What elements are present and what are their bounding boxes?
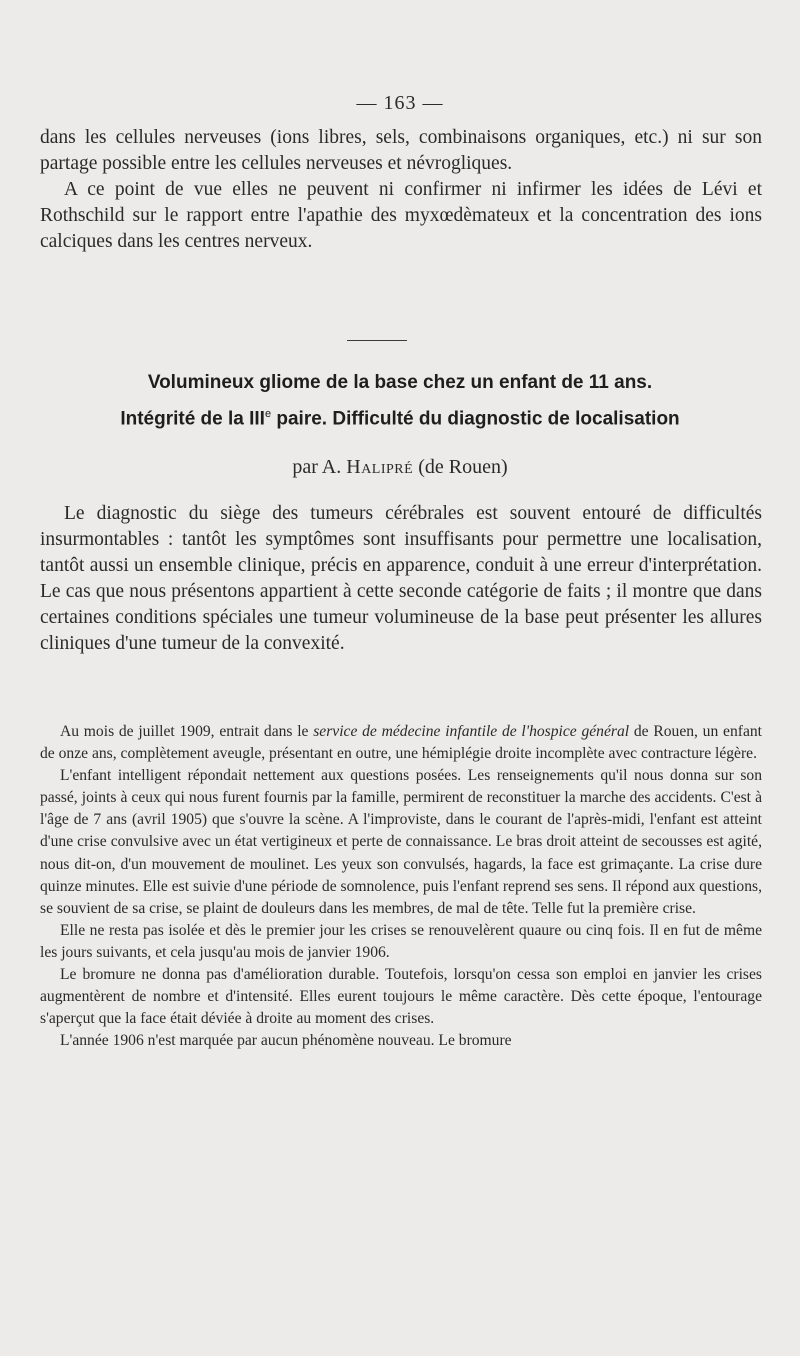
case-p1-italic: service de médecine infantile de l'hospice général: [313, 723, 630, 740]
section-divider: [347, 340, 407, 341]
page-number: — 163 —: [356, 92, 444, 114]
title-superscript: e: [264, 408, 272, 420]
author-line: [0, 456, 800, 479]
case-p1-before: Au mois de juillet 1909, entrait dans le: [60, 723, 314, 740]
lead-paragraph: Le diagnostic du siège des tumeurs cérébrales est souvent entouré de difficultés insurmontables : tantôt les symptômes sont insuffisants pour permettre une localisation, tantôt aussi un ensemble clinique, précis en apparence, conduit à une erreur d'interprétation. Le cas que nous présentons appartient à cette seconde catégorie de faits ; il montre que dans certaines conditions spéciales une tumeur volumineuse de la base peut présenter les allures cliniques d'une tumeur de la convexité.: [40, 503, 762, 654]
author-name: Halipré: [346, 456, 414, 478]
lead-section: [40, 501, 762, 657]
author-suffix: (de Rouen): [413, 456, 508, 478]
case-section: [40, 721, 762, 1052]
case-paragraph-3: Elle ne resta pas isolée et dès le premier jour les crises se renouvelèrent quaure ou cinq fois. Il en fut de même les jours suivants, et cela jusqu'au mois de janvier 1906.: [40, 921, 762, 961]
case-p1-after: de Rouen, un enfant de onze ans, complètement aveugle, présentant en outre, une hémiplégie droite incomplète avec contracture légère.: [40, 723, 762, 763]
author-prefix: par A.: [292, 456, 347, 478]
case-paragraph-1: [40, 721, 762, 765]
intro-paragraph-1: dans les cellules nerveuses (ions libres, sels, combinaisons organiques, etc.) ni sur son partage possible entre les cellules nerveuses et névrogliques.: [40, 127, 762, 174]
title-part-2: paire. Difficulté du diagnostic de localisation: [271, 408, 680, 430]
intro-section: [40, 125, 762, 255]
intro-paragraph-2: A ce point de vue elles ne peuvent ni confirmer ni infirmer les idées de Lévi et Rothschild sur le rapport entre l'apathie des myxœdèmateux et la concentration des ions calciques dans les centres nerveux.: [40, 179, 762, 252]
article-title-line-1: Volumineux gliome de la base chez un enfant de 11 ans.: [147, 372, 653, 393]
article-title-line-2: [0, 402, 800, 431]
case-paragraph-5: L'année 1906 n'est marquée par aucun phénomène nouveau. Le bromure: [60, 1032, 512, 1050]
title-part-1: Intégrité de la III: [120, 408, 265, 430]
case-paragraph-4: Le bromure ne donna pas d'amélioration durable. Toutefois, lorsqu'on cessa son emploi en janvier les crises augmentèrent de nombre et d'intensité. Elles eurent toujours le même caractère. Dès cette époque, l'entourage s'aperçut que la face était déviée à droite au moment des crises.: [40, 966, 762, 1028]
case-paragraph-2: L'enfant intelligent répondait nettement aux questions posées. Les renseignements qu'il nous donna sur son passé, joints à ceux qui nous furent fournis par la famille, permirent de reconstituer la marche des accidents. C'est à l'âge de 7 ans (avril 1905) que s'ouvre la scène. A l'improviste, dans le courant de l'après-midi, l'enfant est atteint d'une crise convulsive avec un état vertigineux et perte de connaissance. Le bras droit atteint de secousses est agité, nous dit-on, d'un mouvement de moulinet. Les yeux son convulsés, hagards, la face est grimaçante. La crise dure quinze minutes. Elle est suivie d'une période de somnolence, puis l'enfant reprend ses sens. Il répond aux questions, se souvient de sa crise, se plaint de douleurs dans les membres, de mal de tête. Telle fut la première crise.: [40, 767, 762, 917]
